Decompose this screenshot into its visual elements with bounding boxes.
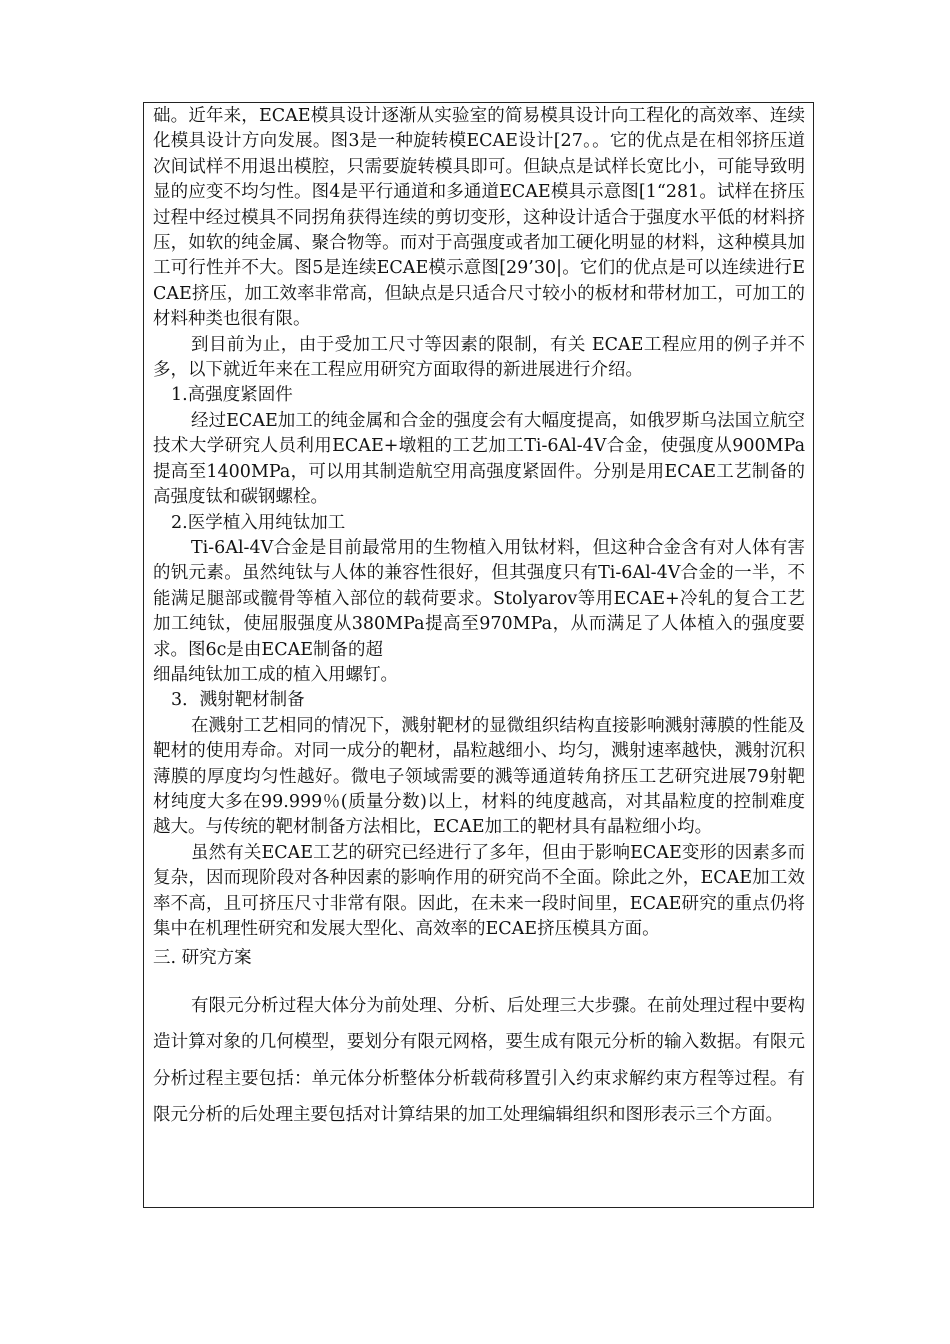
section-research-plan-title: 三. 研究方案: [153, 948, 252, 969]
heading-sputtering-targets: 3．溅射靶材制备: [171, 690, 305, 711]
medical-paragraph-continued: 细晶纯钛加工成的植入用螺钉。: [153, 664, 398, 685]
research-plan-paragraph: 有限元分析过程大体分为前处理、分析、后处理三大步骤。在前处理过程中要构造计算对象的几何模型，要划分有限元网格，要生成有限元分析的输入数据。有限元分析过程主要包括：单元体分析整体分析载荷移置引入约束求解约束方程等过程。有限元分析的后处理主要包括对计算结果的加工处理编辑组织和图形表示三个方面。: [153, 995, 805, 1126]
sputtering-paragraph: 在溅射工艺相同的情况下，溅射靶材的显微组织结构直接影响溅射薄膜的性能及靶材的使用寿命。对同一成分的靶材，晶粒越细小、均匀，溅射速率越快，溅射沉积薄膜的厚度均匀性越好。微电子领域需要的溅等通道转角挤压工艺研究进展79射靶材纯度大多在99.999％(质量分数)以上，材料的纯度越高，对其晶粒度的控制难度越大。与传统的靶材制备方法相比，ECAE加工的靶材具有晶粒细小均。: [153, 715, 805, 838]
fasteners-paragraph: 经过ECAE加工的纯金属和合金的强度会有大幅度提高，如俄罗斯乌法国立航空技术大学研究人员利用ECAE+墩粗的工艺加工Ti-6Al-4V合金，使强度从900MPa提高至1400MPa，可以用其制造航空用高强度紧固件。分别是用ECAE工艺制备的高强度钛和碳钢螺栓。: [153, 410, 805, 508]
intro-paragraph: 础。近年来，ECAE模具设计逐渐从实验室的简易模具设计向工程化的高效率、连续化模具设计方向发展。图3是一种旋转模ECAE设计[27。。它的优点是在相邻挤压道次间试样不用退出模腔，只需要旋转模具即可。但缺点是试样长宽比小，可能导致明显的应变不均匀性。图4是平行通道和多通道ECAE模具示意图[1“281。试样在挤压过程中经过模具不同拐角获得连续的剪切变形，这种设计适合于强度水平低的材料挤压，如软的纯金属、聚合物等。而对于高强度或者加工硬化明显的材料，这种模具加工可行性并不大。图5是连续ECAE模示意图[29’30|。它们的优点是可以连续进行ECAE挤压，加工效率非常高，但缺点是只适合尺寸较小的板材和带材加工，可加工的材料种类也很有限。: [153, 106, 805, 330]
progress-paragraph: 到目前为止，由于受加工尺寸等因素的限制，有关 ECAE工程应用的例子并不多，以下就近年来在工程应用研究方面取得的新进展进行介绍。: [153, 334, 805, 381]
heading-fasteners: 1.高强度紧固件: [171, 385, 293, 406]
heading-medical-implants: 2.医学植入用纯钛加工: [171, 512, 346, 533]
summary-paragraph: 虽然有关ECAE工艺的研究已经进行了多年，但由于影响ECAE变形的因素多而复杂，因而现阶段对各种因素的影响作用的研究尚不全面。除此之外，ECAE加工效率不高，且可挤压尺寸非常有限。因此，在未来一段时间里，ECAE研究的重点仍将集中在机理性研究和发展大型化、高效率的ECAE挤压模具方面。: [153, 842, 805, 939]
document-body: [153, 104, 805, 1134]
medical-paragraph: Ti-6Al-4V合金是目前最常用的生物植入用钛材料，但这种合金含有对人体有害的钒元素。虽然纯钛与人体的兼容性很好，但其强度只有Ti-6Al-4V合金的一半，不能满足腿部或髋骨等植入部位的载荷要求。Stolyarov等用ECAE+冷轧的复合工艺加工纯钛，使屈服强度从380MPa提高至970MPa，从而满足了人体植入的强度要求。图6c是由ECAE制备的超: [153, 537, 805, 660]
